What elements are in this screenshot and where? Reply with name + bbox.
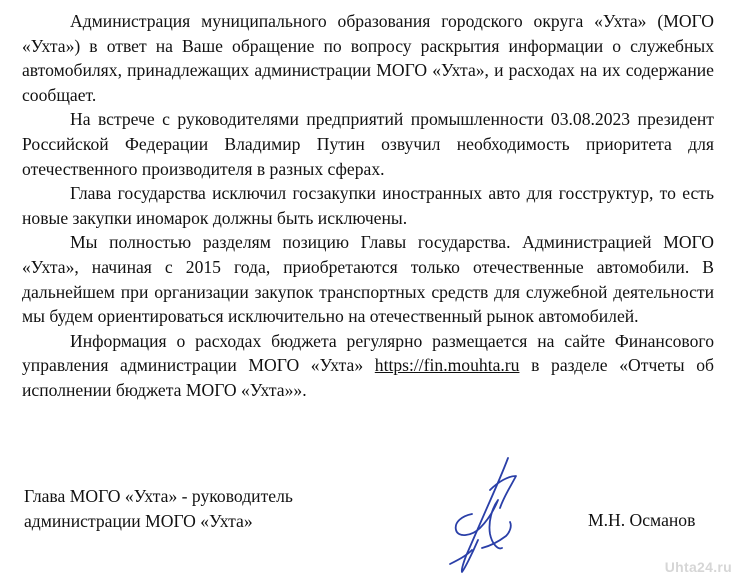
signature-stroke-tail xyxy=(482,522,511,548)
signatory-title-line-2: администрации МОГО «Ухта» xyxy=(24,510,253,531)
paragraph-intro: Администрация муниципального образования городского округа «Ухта» (МОГО «Ухта») в ответ на Ваше обращение по вопросу раскрытия информации о служебных автомобилях, принадлежащих администрации МОГО «Ухта», и расходах на их содержание сообщает. xyxy=(22,11,714,105)
paragraph-meeting: На встрече с руководителями предприятий промышленности 03.08.2023 президент Российской Федерации Владимир Путин озвучил необходимость приоритета для отечественного производителя в разных сферах. xyxy=(22,109,714,179)
signatory-title-line-1: Глава МОГО «Ухта» - руководитель xyxy=(24,486,293,506)
signatory-title xyxy=(24,484,293,533)
budget-info-text: Информация о расходах бюджета регулярно размещается на сайте Финансового управления администрации МОГО «Ухта» xyxy=(22,330,714,376)
signature-stroke-loop xyxy=(456,500,502,548)
finance-site-link[interactable]: https://fin.mouhta.ru xyxy=(374,355,520,376)
handwritten-signature xyxy=(432,452,542,574)
signatory-name: М.Н. Османов xyxy=(588,510,696,530)
paragraph-position: Мы полностью разделям позицию Главы государства. Администрацией МОГО «Ухта», начиная с 2015 года, приобретаются только отечественные автомобили. В дальнейшем при организации закупок транспортных средств для служебной деятельности мы будем ориентироваться исключительно на отечественный рынок автомобилей. xyxy=(22,232,714,327)
watermark: Uhta24.ru xyxy=(664,559,732,575)
letter-body xyxy=(22,9,714,403)
paragraph-budget-info xyxy=(22,329,714,403)
paragraph-procurement: Глава государства исключил госзакупки иностранных авто для госструктур, то есть новые закупки иномарок должны быть исключены. xyxy=(22,183,714,228)
budget-info-section: в разделе «Отчеты об исполнении бюджета МОГО «Ухта»». xyxy=(22,355,714,400)
